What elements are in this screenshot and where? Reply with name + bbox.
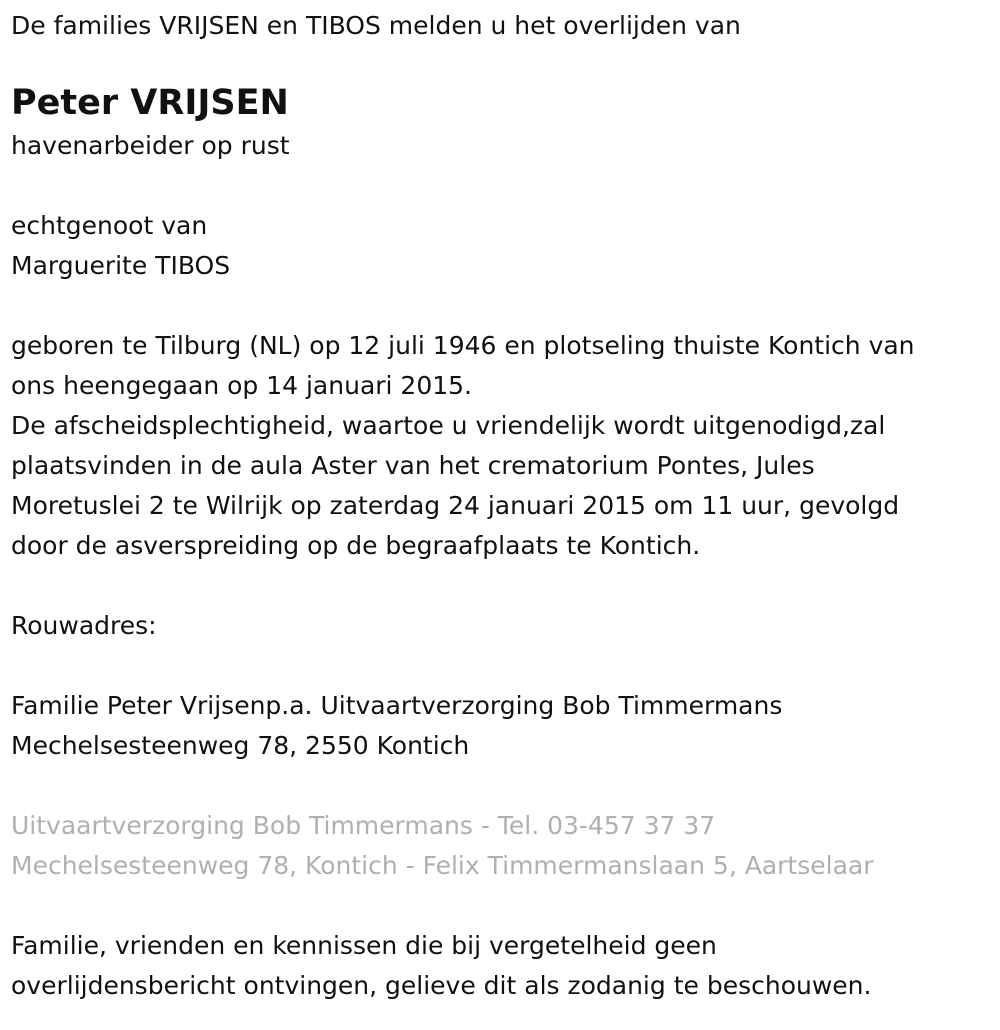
funeral-home-line: Mechelsesteenweg 78, Kontich - Felix Timmermanslaan 5, Aartselaar <box>11 851 874 880</box>
body-line: Moretuslei 2 te Wilrijk op zaterdag 24 januari 2015 om 11 uur, gevolgd <box>11 491 900 520</box>
address-line: Familie Peter Vrijsenp.a. Uitvaartverzorging Bob Timmermans <box>11 691 783 720</box>
spacer <box>11 766 1000 806</box>
closing-note <box>11 926 1000 1006</box>
mourning-address <box>11 686 1000 766</box>
body-line: geboren te Tilburg (NL) op 12 juli 1946 en plotseling thuiste Kontich van <box>11 331 915 360</box>
body-line: ons heengegaan op 14 januari 2015. <box>11 371 472 400</box>
announcement-body <box>11 326 1000 566</box>
spacer <box>11 566 1000 606</box>
funeral-home-line: Uitvaartverzorging Bob Timmermans - Tel. 03-457 37 37 <box>11 811 716 840</box>
intro-text: De families VRIJSEN en TIBOS melden u het overlijden van <box>11 11 741 40</box>
address-label: Rouwadres: <box>11 611 157 640</box>
spacer <box>11 286 1000 326</box>
spouse-name: Marguerite TIBOS <box>11 251 231 280</box>
spouse-label: echtgenoot van <box>11 211 208 240</box>
funeral-home-info <box>11 806 1000 886</box>
body-line: door de asverspreiding op de begraafplaats te Kontich. <box>11 531 701 560</box>
body-line: De afscheidsplechtigheid, waartoe u vriendelijk wordt uitgenodigd,zal <box>11 411 886 440</box>
spacer <box>11 646 1000 686</box>
deceased-name: Peter VRIJSEN <box>11 83 289 123</box>
address-line: Mechelsesteenweg 78, 2550 Kontich <box>11 731 470 760</box>
spacer <box>11 886 1000 926</box>
occupation: havenarbeider op rust <box>11 131 290 160</box>
closing-line: overlijdensbericht ontvingen, gelieve dit als zodanig te beschouwen. <box>11 971 872 1000</box>
spacer <box>11 166 1000 206</box>
closing-line: Familie, vrienden en kennissen die bij vergetelheid geen <box>11 931 717 960</box>
body-line: plaatsvinden in de aula Aster van het crematorium Pontes, Jules <box>11 451 815 480</box>
